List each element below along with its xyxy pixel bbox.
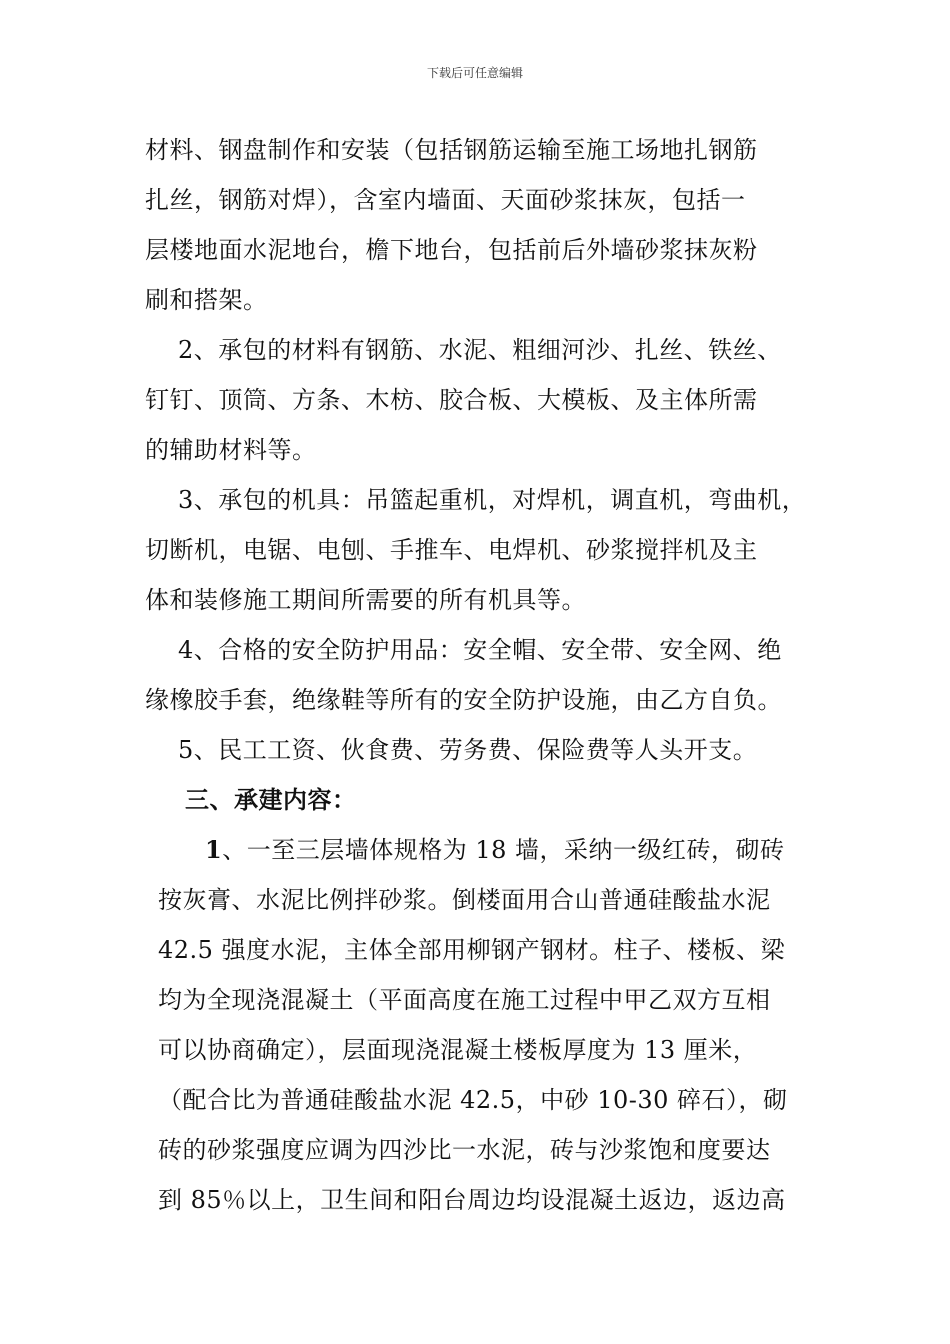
body-line: 钉钉、顶筒、方条、木枋、胶合板、大模板、及主体所需 <box>145 386 758 414</box>
item1-line: 按灰膏、水泥比例拌砂浆。倒楼面用合山普通硅酸盐水泥 <box>158 886 771 914</box>
item1-first-line <box>205 835 785 865</box>
body-line: 扎丝，钢筋对焊），含室内墙面、天面砂浆抹灰，包括一 <box>145 186 746 214</box>
item1-line: 均为全现浇混凝土（平面高度在施工过程中甲乙双方互相 <box>158 986 771 1014</box>
body-line: 体和装修施工期间所需要的所有机具等。 <box>145 586 586 614</box>
body-line: 的辅助材料等。 <box>145 436 317 464</box>
item1-line: （配合比为普通硅酸盐水泥 42.5，中砂 10-30 碎石），砌 <box>158 1086 788 1114</box>
body-line: 缘橡胶手套，绝缘鞋等所有的安全防护设施，由乙方自负。 <box>145 686 782 714</box>
section-heading: 三、承建内容： <box>185 785 357 814</box>
page-header-note: 下载后可任意编辑 <box>426 66 523 80</box>
body-line: 材料、钢盘制作和安装（包括钢筋运输至施工场地扎钢筋 <box>145 136 758 164</box>
body-line: 层楼地面水泥地台，檐下地台，包括前后外墙砂浆抹灰粉 <box>145 236 758 264</box>
item1-line: 可以协商确定），层面现浇混凝土楼板厚度为 13 厘米， <box>158 1036 758 1064</box>
item1-line: 、一至三层墙体规格为 18 墙，采纳一级红砖，砌砖 <box>222 836 785 864</box>
body-line: 切断机，电锯、电刨、手推车、电焊机、砂浆搅拌机及主 <box>145 536 758 564</box>
item1-line: 42.5 强度水泥，主体全部用柳钢产钢材。柱子、楼板、梁 <box>158 936 786 964</box>
body-line: 2、承包的材料有钢筋、水泥、粗细河沙、扎丝、铁丝、 <box>178 336 782 364</box>
body-line: 刷和搭架。 <box>145 286 268 314</box>
body-line: 4、合格的安全防护用品：安全帽、安全带、安全网、绝 <box>178 636 782 664</box>
item1-number: 1 <box>205 835 223 864</box>
item1-line: 砖的砂浆强度应调为四沙比一水泥，砖与沙浆饱和度要达 <box>158 1136 771 1164</box>
body-line: 3、承包的机具：吊篮起重机，对焊机，调直机，弯曲机， <box>178 486 807 514</box>
item1-line: 到 85％以上，卫生间和阳台周边均设混凝土返边，返边高 <box>158 1186 786 1214</box>
body-line: 5、民工工资、伙食费、劳务费、保险费等人头开支。 <box>178 736 758 764</box>
